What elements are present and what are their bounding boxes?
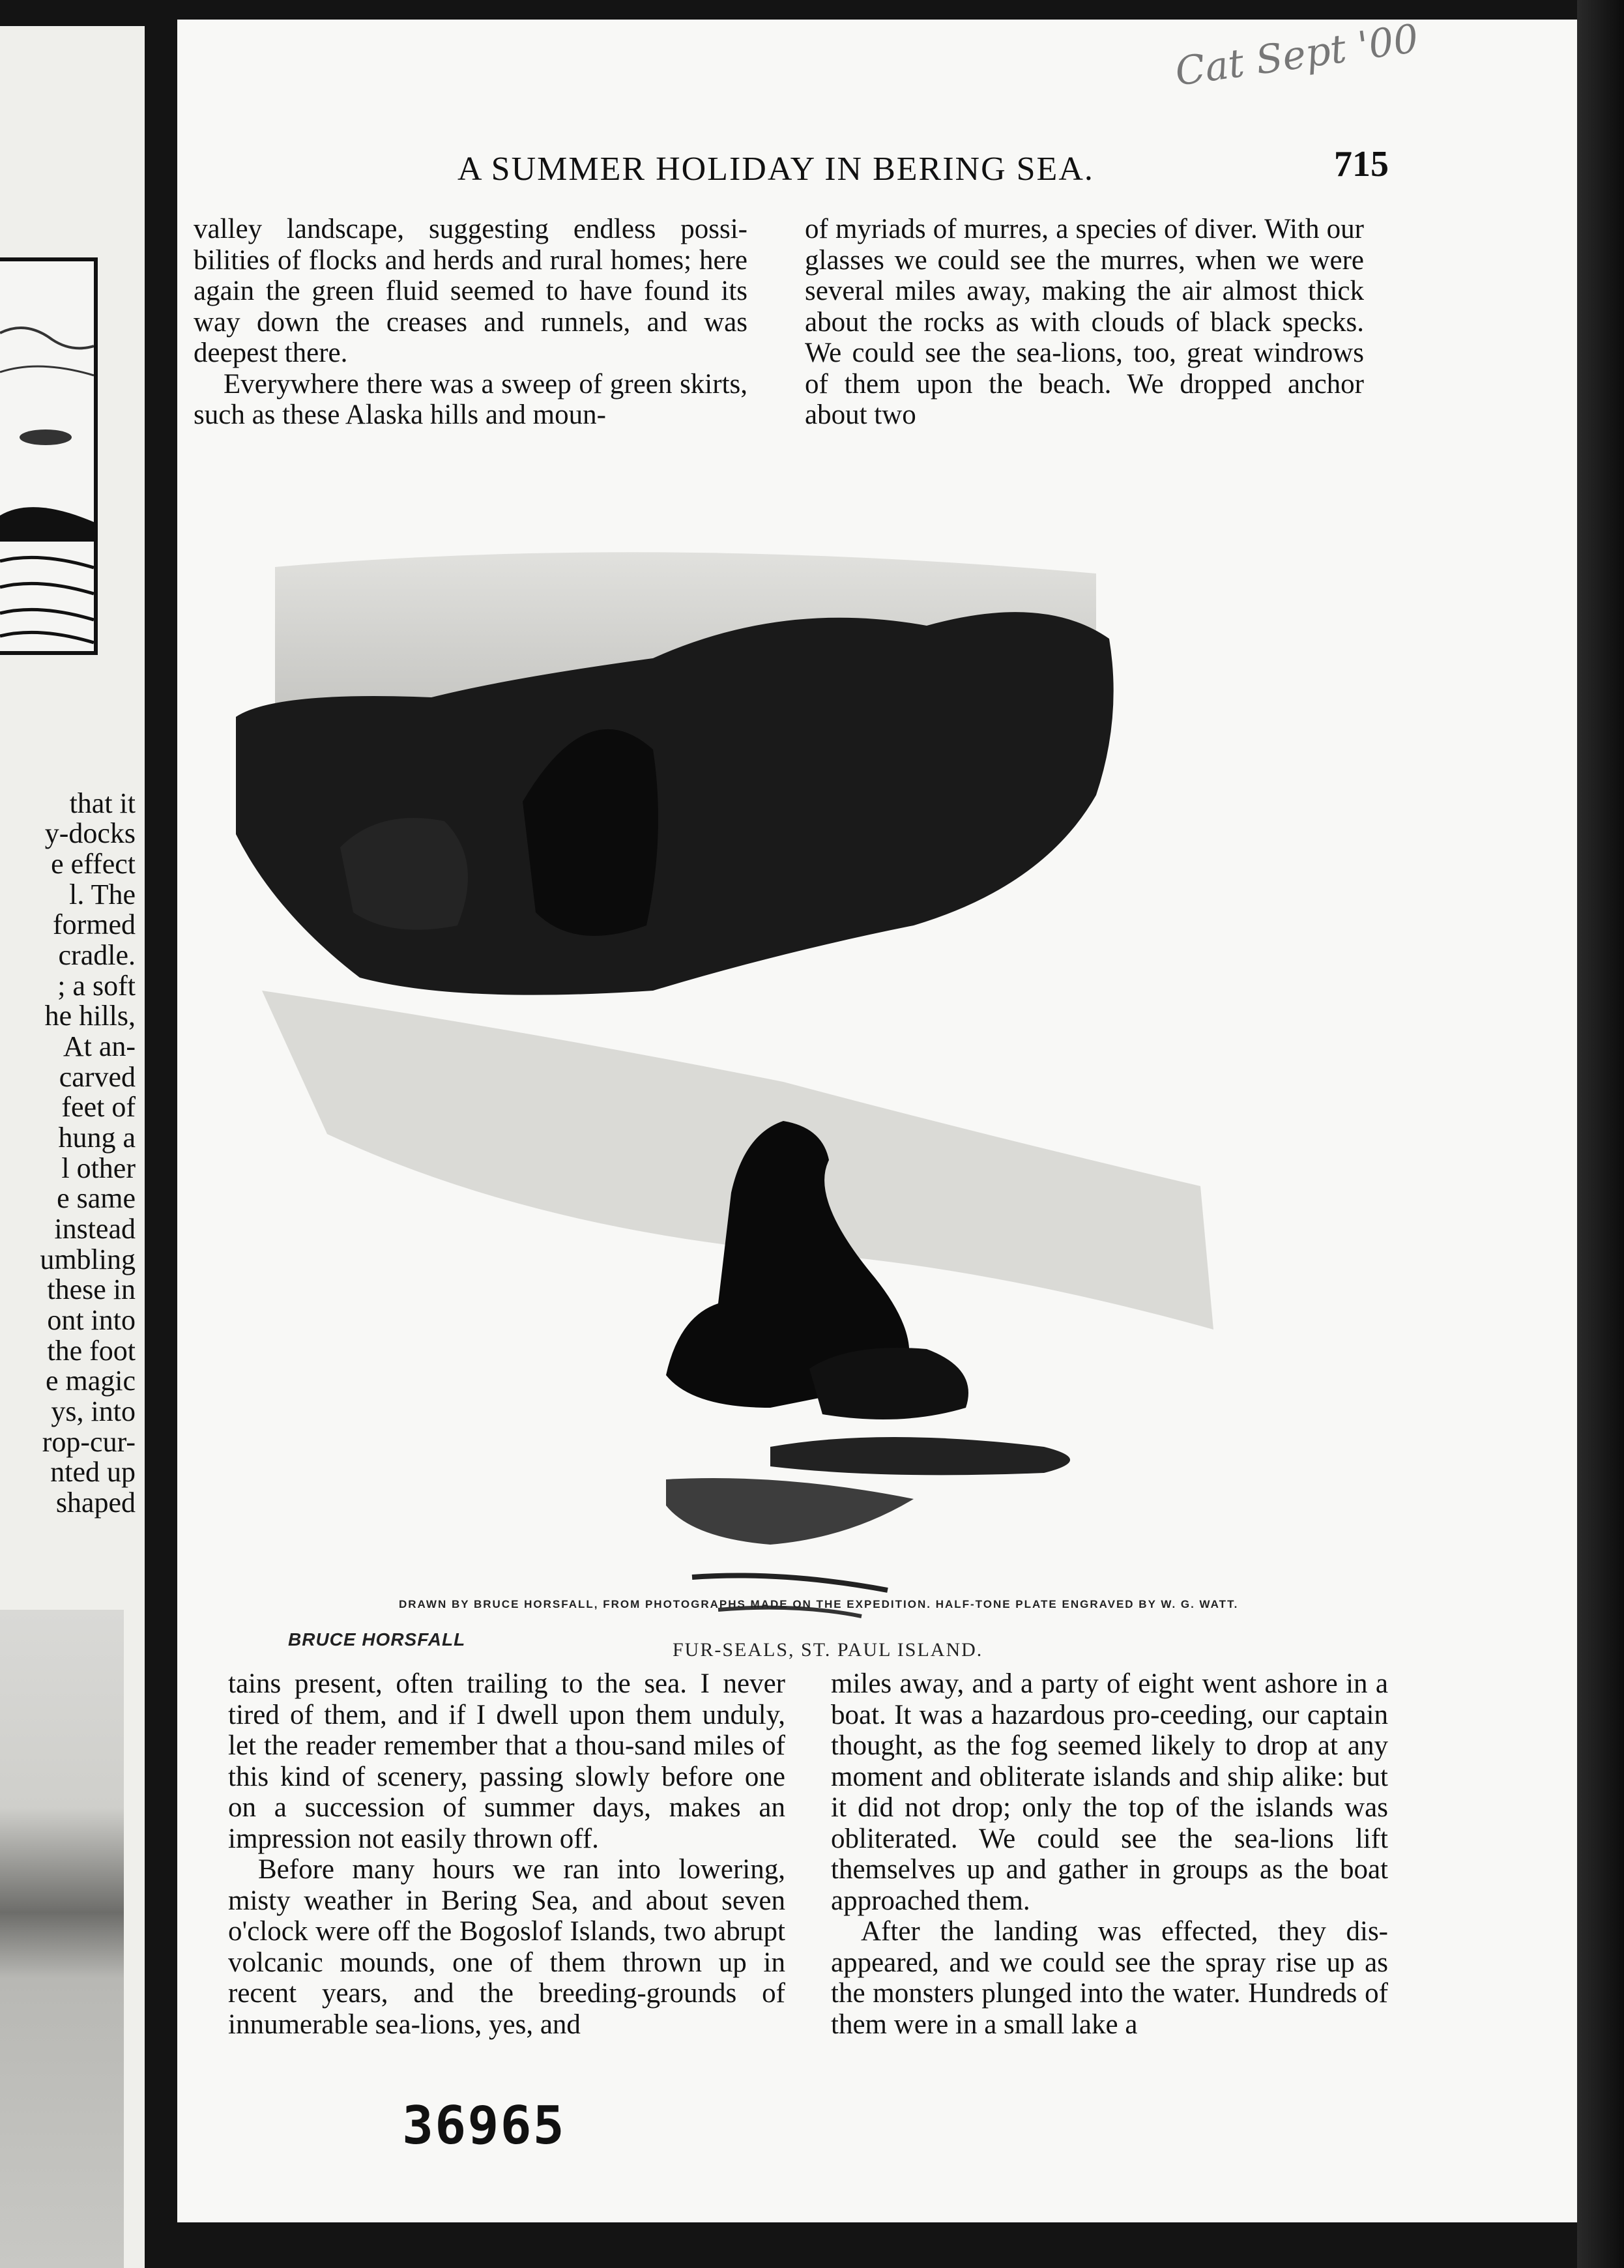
previous-page-line: instead xyxy=(54,1213,136,1245)
artist-signature: BRUCE HORSFALL xyxy=(288,1629,466,1650)
previous-page-line: e effect xyxy=(51,848,136,880)
previous-page-illustration xyxy=(0,257,98,655)
previous-page-line: nted up xyxy=(50,1456,136,1488)
previous-page-line: these in xyxy=(47,1273,136,1305)
column-bottom-left xyxy=(228,1668,785,2040)
paragraph: tains present, often trailing to the sea. I never tired of them, and if I dwell upon them unduly, let the reader remember that a thou-sand miles of this kind of scenery, passing slowly before one on a succession of summer days, makes an impression not easily thrown off. xyxy=(228,1668,785,1854)
previous-page-line: y-docks xyxy=(44,817,136,849)
previous-page-line: l. The xyxy=(69,879,136,910)
previous-page-line: ; a soft xyxy=(57,970,136,1002)
previous-page-line: that it xyxy=(69,787,136,819)
previous-page-line: l other xyxy=(61,1152,136,1184)
page-edge-shadow xyxy=(1577,0,1624,2268)
previous-page-line: formed xyxy=(52,909,136,940)
previous-page-line: e magic xyxy=(45,1365,136,1397)
paragraph: miles away, and a party of eight went ashore in a boat. It was a hazardous pro-ceeding, our captain thought, as the fog seemed likely to drop at any moment and obliterate islands and ship alike: but it did not drop; only the top of the islands was obliterated. We could see the sea-lions lift themselves up and gather in groups as the boat approached them. xyxy=(831,1668,1388,1916)
column-top-left xyxy=(194,214,747,431)
column-bottom-right xyxy=(831,1668,1388,2040)
previous-page-line: feet of xyxy=(61,1091,136,1123)
seal-resting xyxy=(809,1348,968,1419)
previous-page-line: umbling xyxy=(40,1243,136,1275)
previous-page-line: carved xyxy=(59,1061,136,1093)
previous-page-edge xyxy=(0,26,145,2268)
previous-page-line: ys, into xyxy=(51,1395,136,1427)
accession-stamp: 36965 xyxy=(402,2095,566,2156)
illustration-credit: DRAWN BY BRUCE HORSFALL, FROM PHOTOGRAPHS MADE ON THE EXPEDITION. HALF-TONE PLATE ENGRAVED BY W. G. WATT. xyxy=(399,1598,1239,1610)
paragraph: Everywhere there was a sweep of green skirts, such as these Alaska hills and moun- xyxy=(194,368,747,430)
page-number: 715 xyxy=(1334,144,1389,184)
previous-page-drawing xyxy=(0,261,94,655)
water-reflection xyxy=(666,1478,914,1545)
previous-page-line: cradle. xyxy=(58,939,136,971)
paragraph: After the landing was effected, they dis-appeared, and we could see the spray rise up as the monsters plunged into the water. Hundreds of them were in a small lake a xyxy=(831,1916,1388,2040)
previous-page-line: ont into xyxy=(47,1304,136,1336)
previous-page-photo xyxy=(0,1610,124,2268)
column-top-right xyxy=(805,214,1364,431)
rock xyxy=(340,818,468,930)
previous-page-line: hung a xyxy=(58,1122,136,1154)
paragraph: of myriads of murres, a species of diver. With our glasses we could see the murres, when we were several miles away, making the air almost thick about the rocks as with clouds of black specks. We could see the sea-lions, too, great windrows of them upon the beach. We dropped anchor about two xyxy=(805,214,1364,430)
previous-page-line: he hills, xyxy=(44,1000,136,1032)
paragraph: Before many hours we ran into lowering, misty weather in Bering Sea, and about seven o'clock were off the Bogoslof Islands, two abrupt volcanic mounds, one of them thrown up in recent years, and the breeding-grounds of innumerable sea-lions, yes, and xyxy=(228,1854,785,2040)
previous-page-line: shaped xyxy=(55,1487,136,1519)
previous-page-line: the foot xyxy=(47,1335,136,1367)
shadow xyxy=(770,1437,1070,1475)
paragraph: valley landscape, suggesting endless possi-bilities of flocks and herds and rural homes; here again the green fluid seemed to have found its way down the creases and runnels, and was deepest there. xyxy=(194,214,747,368)
handwritten-annotation: Cat Sept '00 xyxy=(1172,16,1421,95)
running-head: A SUMMER HOLIDAY IN BERING SEA. xyxy=(457,151,1094,188)
previous-page-line: e same xyxy=(57,1182,136,1214)
seal-drawing xyxy=(197,521,1318,1629)
previous-page-line: At an- xyxy=(63,1030,136,1062)
magazine-page xyxy=(177,16,1577,2222)
previous-page-line: rop-cur- xyxy=(42,1426,136,1458)
illustration-caption: FUR-SEALS, ST. PAUL ISLAND. xyxy=(673,1639,983,1661)
